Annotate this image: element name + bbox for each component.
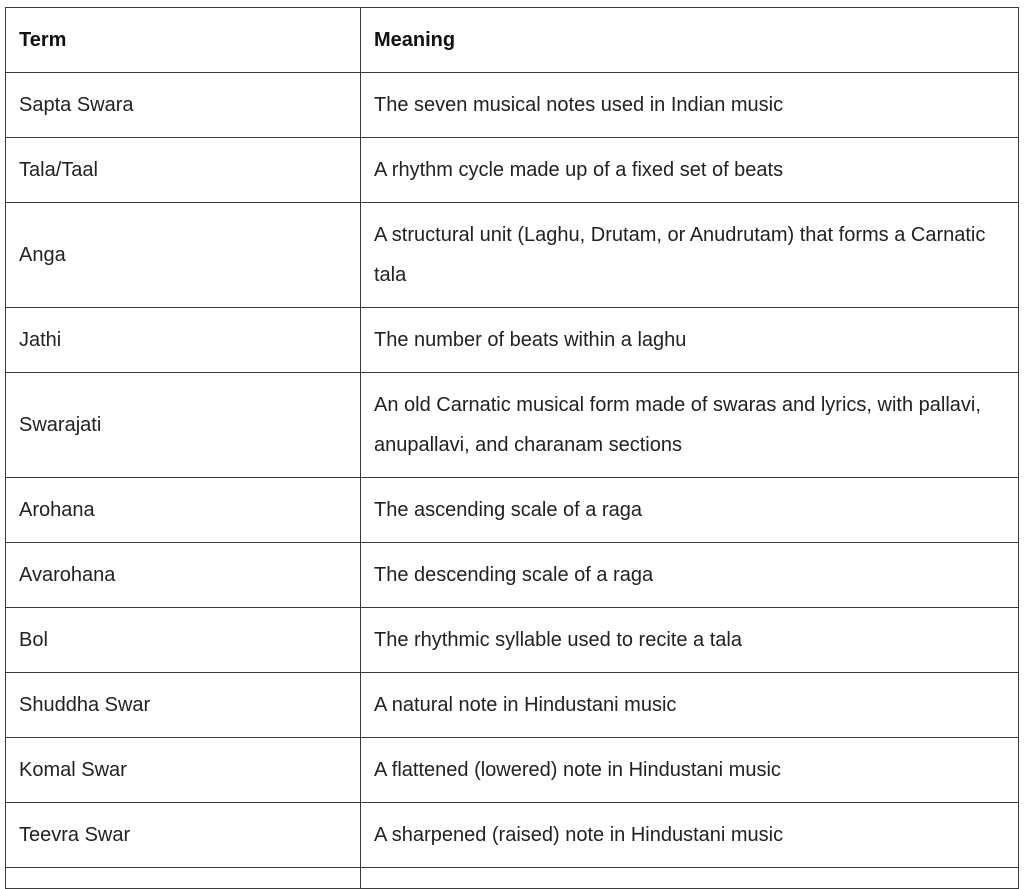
table-row-cut-off [6,868,1019,889]
table-row [6,373,1019,478]
table-row [6,738,1019,803]
table-row [6,543,1019,608]
meaning-cell: The ascending scale of a raga [361,478,1019,543]
column-header-term: Term [6,8,361,73]
table-row [6,203,1019,308]
table-row [6,138,1019,203]
term-cell-empty [6,868,361,889]
meaning-cell: The number of beats within a laghu [361,308,1019,373]
meaning-cell: The seven musical notes used in Indian music [361,73,1019,138]
term-cell: Swarajati [6,373,361,478]
term-cell: Komal Swar [6,738,361,803]
term-cell: Arohana [6,478,361,543]
table-row [6,608,1019,673]
term-cell: Avarohana [6,543,361,608]
meaning-cell: A flattened (lowered) note in Hindustani music [361,738,1019,803]
term-cell: Sapta Swara [6,73,361,138]
glossary-table [5,7,1019,889]
table-header-row [6,8,1019,73]
glossary-table-container [5,7,1018,889]
column-header-meaning: Meaning [361,8,1019,73]
meaning-cell: A sharpened (raised) note in Hindustani music [361,803,1019,868]
term-cell: Anga [6,203,361,308]
meaning-cell: The descending scale of a raga [361,543,1019,608]
meaning-cell: A natural note in Hindustani music [361,673,1019,738]
meaning-cell: A structural unit (Laghu, Drutam, or Anudrutam) that forms a Carnatic tala [361,203,1019,308]
table-row [6,673,1019,738]
table-row [6,308,1019,373]
term-cell: Jathi [6,308,361,373]
table-row [6,478,1019,543]
table-row [6,803,1019,868]
meaning-cell: The rhythmic syllable used to recite a tala [361,608,1019,673]
table-row [6,73,1019,138]
term-cell: Bol [6,608,361,673]
meaning-cell: A rhythm cycle made up of a fixed set of beats [361,138,1019,203]
meaning-cell: An old Carnatic musical form made of swaras and lyrics, with pallavi, anupallavi, and charanam sections [361,373,1019,478]
term-cell: Tala/Taal [6,138,361,203]
meaning-cell-empty [361,868,1019,889]
term-cell: Teevra Swar [6,803,361,868]
term-cell: Shuddha Swar [6,673,361,738]
